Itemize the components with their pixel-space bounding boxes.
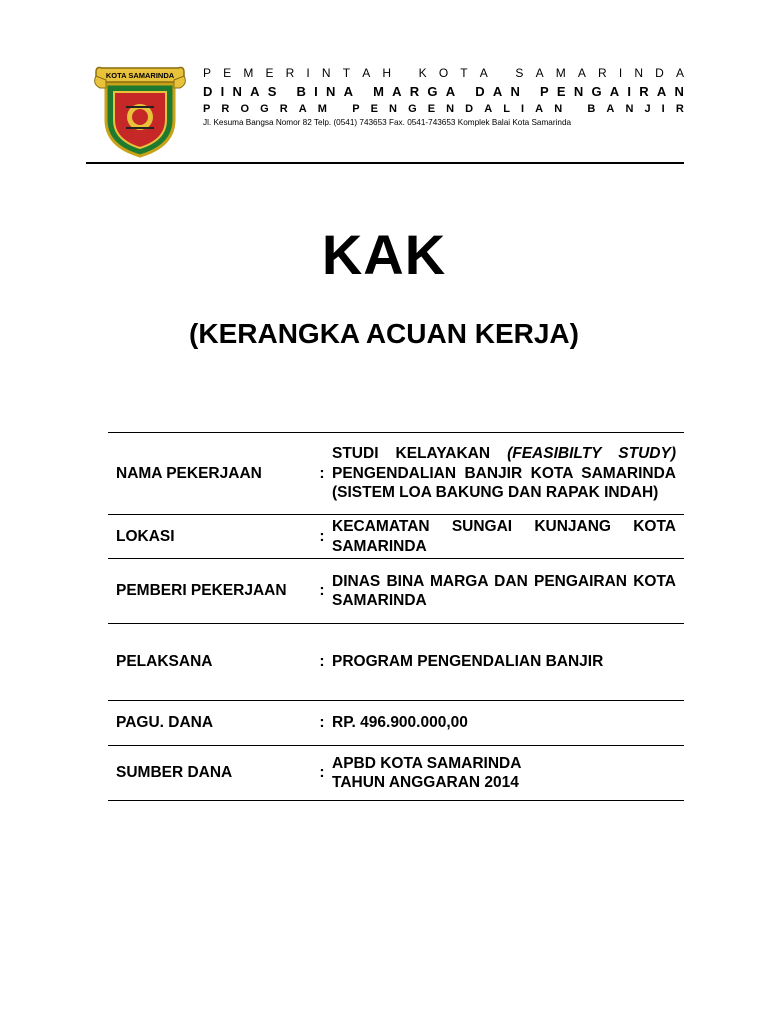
letterhead-letter: I — [627, 84, 632, 99]
letterhead-letter: A — [492, 84, 503, 99]
project-info-table — [108, 432, 684, 801]
letterhead-letter: B — [296, 84, 306, 99]
letterhead-letter: N — [634, 66, 643, 80]
letterhead-letter: A — [343, 84, 353, 99]
row-label: PELAKSANA — [108, 624, 312, 701]
letterhead-letter: D — [475, 84, 485, 99]
letterhead-letter: A — [362, 66, 371, 80]
row-label: LOKASI — [108, 515, 312, 559]
table-row — [108, 746, 684, 801]
letterhead-letter: E — [556, 84, 566, 99]
row-value: DINAS BINA MARGA DAN PENGAIRAN KOTA SAMARINDA — [332, 559, 684, 624]
letterhead-letter: H — [382, 66, 392, 80]
document-subtitle: (KERANGKA ACUAN KERJA) — [189, 318, 579, 349]
letterhead-divider — [86, 162, 684, 164]
letterhead-letter: A — [609, 84, 620, 99]
document-title: KAK — [321, 223, 447, 286]
letterhead-letter: A — [250, 84, 260, 99]
letterhead-letter: O — [240, 103, 250, 115]
letterhead-letter: L — [503, 103, 510, 115]
letterhead-letter — [500, 66, 503, 80]
letterhead-letter: E — [223, 66, 232, 80]
letterhead-letter: G — [591, 84, 602, 99]
letterhead-letter: I — [220, 84, 225, 99]
letterhead-letter: R — [598, 66, 607, 80]
letterhead-letter: P — [203, 66, 212, 80]
row-value: RP. 496.900.000,00 — [332, 701, 684, 746]
letterhead-letter: J — [644, 103, 651, 115]
letterhead-letter: R — [675, 103, 684, 115]
table-row — [108, 559, 684, 624]
letterhead-government — [203, 66, 684, 80]
letterhead-letter: A — [535, 66, 544, 80]
row-value: STUDI KELAYAKAN (FEASIBILTY STUDY) PENGENDALIAN BANJIR KOTA SAMARINDA (SISTEM LOA BAKUNG DAN RAPAK INDAH) — [332, 433, 684, 515]
letterhead-letter: N — [321, 66, 331, 80]
letterhead-letter: S — [515, 66, 524, 80]
letterhead-letter: N — [674, 84, 684, 99]
row-colon: : — [312, 433, 332, 515]
letterhead-letter: E — [265, 66, 274, 80]
letterhead-letter: A — [479, 66, 488, 80]
letterhead-letter — [361, 84, 365, 99]
letterhead-letter: G — [408, 103, 417, 115]
letterhead-letter — [463, 84, 467, 99]
letterhead-letter: A — [484, 103, 493, 115]
letterhead-letter — [403, 66, 406, 80]
letterhead-letter: I — [521, 103, 525, 115]
letterhead-letter: E — [370, 103, 378, 115]
letterhead-letter: N — [325, 84, 336, 99]
table-row — [108, 433, 684, 515]
row-label: NAMA PEKERJAAN — [108, 433, 312, 515]
letterhead-letter: A — [656, 84, 667, 99]
row-value: KECAMATAN SUNGAI KUNJANG KOTA SAMARINDA — [332, 515, 684, 559]
letterhead-letter: E — [427, 103, 436, 115]
letterhead-letter: M — [317, 103, 327, 115]
letterhead-letter — [573, 103, 576, 115]
letterhead-letter: I — [661, 103, 665, 115]
kota-samarinda-logo — [92, 62, 188, 158]
letterhead-letter: M — [555, 66, 566, 80]
table-row — [108, 701, 684, 746]
letterhead-letter — [528, 84, 532, 99]
letterhead-letter: B — [587, 103, 596, 115]
letterhead-letter: N — [510, 84, 520, 99]
letterhead-letter: A — [445, 84, 456, 99]
row-colon: : — [312, 515, 332, 559]
letterhead-letter: R — [409, 84, 420, 99]
letterhead-letter: R — [639, 84, 649, 99]
letterhead-letter — [338, 103, 341, 115]
letterhead-letter: D — [655, 66, 664, 80]
letterhead-letter: A — [577, 66, 586, 80]
letterhead-letter: N — [389, 103, 397, 115]
letterhead-letter: I — [314, 84, 318, 99]
letterhead-program — [203, 103, 684, 115]
row-value: PROGRAM PENGENDALIAN BANJIR — [332, 624, 684, 701]
letterhead-letter: T — [460, 66, 468, 80]
row-label: PAGU. DANA — [108, 701, 312, 746]
row-label: PEMBERI PEKERJAAN — [108, 559, 312, 624]
letterhead-letter: P — [540, 84, 549, 99]
letterhead-letter: K — [418, 66, 427, 80]
letterhead-letter: M — [243, 66, 254, 80]
letterhead-letter: N — [573, 84, 584, 99]
letterhead-letter — [285, 84, 289, 99]
letterhead-letter: T — [342, 66, 351, 80]
letterhead-letter: P — [203, 103, 211, 115]
table-row — [108, 515, 684, 559]
letterhead-letter: S — [267, 84, 277, 99]
letterhead-letter: G — [260, 103, 269, 115]
letterhead-letter: I — [306, 66, 310, 80]
letterhead-letter: A — [606, 103, 615, 115]
letterhead-address: Jl. Kesuma Bangsa Nomor 82 Telp. (0541) 743653 Fax. 0541-743653 Komplek Balai Kota Samarinda — [203, 118, 572, 127]
row-colon: : — [312, 559, 332, 624]
row-label: SUMBER DANA — [108, 746, 312, 801]
letterhead-letter: D — [465, 103, 474, 115]
letterhead-letter: R — [279, 103, 288, 115]
letterhead-letter: A — [675, 66, 684, 80]
letterhead-letter: N — [554, 103, 563, 115]
letterhead-letter: A — [392, 84, 402, 99]
letterhead-letter: I — [618, 66, 623, 80]
row-colon: : — [312, 746, 332, 801]
letterhead-letter: N — [625, 103, 634, 115]
letterhead-letter: N — [232, 84, 242, 99]
letterhead-letter: D — [203, 84, 213, 99]
table-row — [108, 624, 684, 701]
row-colon: : — [312, 701, 332, 746]
logo-banner-text: KOTA SAMARINDA — [105, 71, 175, 80]
row-colon: : — [312, 624, 332, 701]
letterhead-letter: M — [373, 84, 384, 99]
letterhead-letter: O — [438, 66, 449, 80]
letterhead-letter: A — [535, 103, 544, 115]
letterhead-letter: P — [352, 103, 360, 115]
row-value: APBD KOTA SAMARINDA TAHUN ANGGARAN 2014 — [332, 746, 684, 801]
letterhead-letter: A — [298, 103, 307, 115]
letterhead-letter: R — [221, 103, 230, 115]
letterhead-letter: N — [446, 103, 455, 115]
letterhead-letter: G — [427, 84, 438, 99]
letterhead-department — [203, 84, 684, 99]
letterhead-letter: R — [285, 66, 295, 80]
